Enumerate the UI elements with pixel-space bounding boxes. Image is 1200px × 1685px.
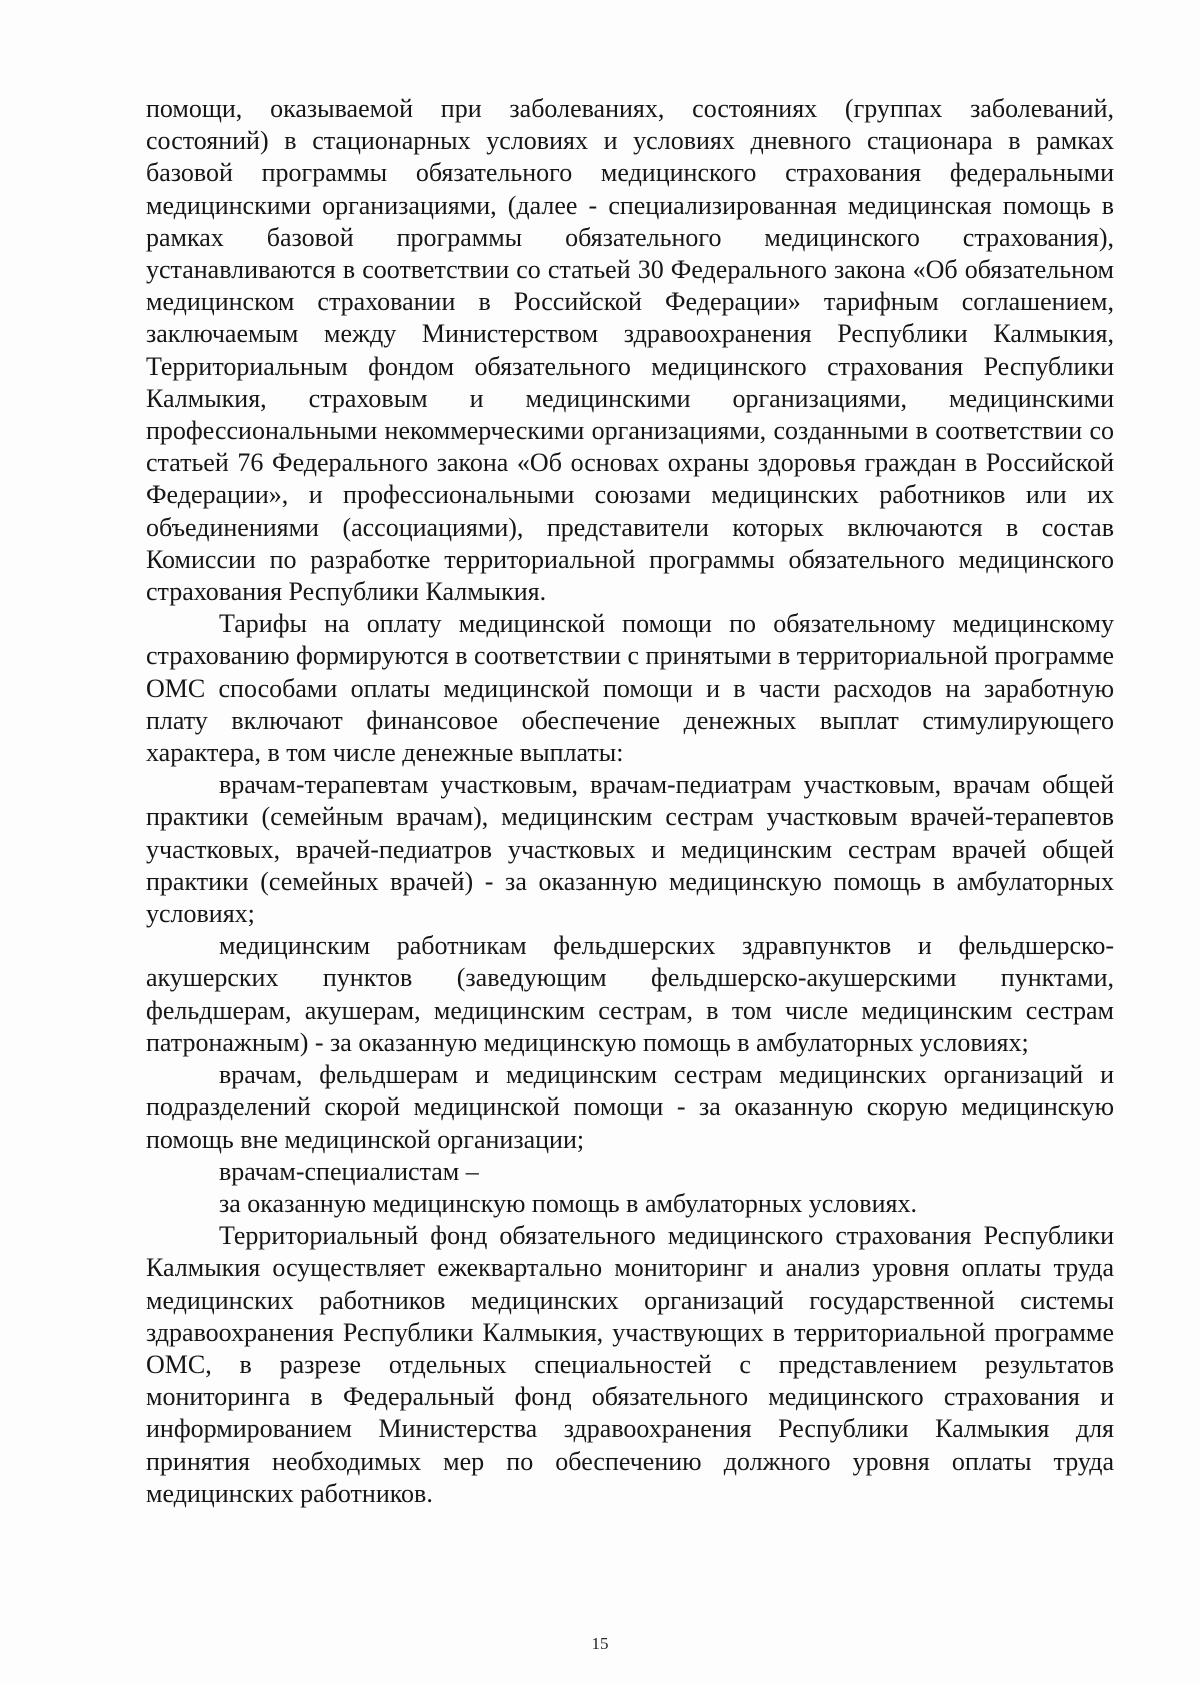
paragraph: Территориальный фонд обязательного медицинского страхования Республики Калмыкия осуществляет ежеквартально мониторинг и анализ уровня оплаты труда медицинских работников медицинских организаций государственной системы здравоохранения Республики Калмыкия, участвующих в территориальной программе ОМС, в разрезе отдельных специальностей с представлением результатов мониторинга в Федеральный фонд обязательного медицинского страхования и информированием Министерства здравоохранения Республики Калмыкия для принятия необходимых мер по обеспечению должного уровня оплаты труда медицинских работников. bbox=[146, 1221, 1114, 1508]
list-paragraph: врачам, фельдшерам и медицинским сестрам медицинских организаций и подразделений скорой медицинской помощи - за оказанную скорую медицинскую помощь вне медицинской организации; bbox=[146, 1060, 1114, 1154]
document-body bbox=[146, 93, 1114, 1510]
page-number: 15 bbox=[591, 1634, 609, 1653]
list-paragraph: медицинским работникам фельдшерских здравпунктов и фельдшерско-акушерских пунктов (заведующим фельдшерско-акушерскими пунктами, фельдшерам, акушерам, медицинским сестрам, в том числе медицинским сестрам патронажным) - за оказанную медицинскую помощь в амбулаторных условиях; bbox=[146, 931, 1114, 1057]
list-paragraph: врачам-терапевтам участковым, врачам-педиатрам участковым, врачам общей практики (семейным врачам), медицинским сестрам участковым врачей-терапевтов участковых, врачей-педиатров участковых и медицинским сестрам врачей общей практики (семейных врачей) - за оказанную медицинскую помощь в амбулаторных условиях; bbox=[146, 770, 1114, 929]
list-paragraph: врачам-специалистам – bbox=[219, 1156, 479, 1186]
list-paragraph: за оказанную медицинскую помощь в амбулаторных условиях. bbox=[219, 1188, 917, 1218]
paragraph: помощи, оказываемой при заболеваниях, состояниях (группах заболеваний, состояний) в стационарных условиях и условиях дневного стационара в рамках базовой программы обязательного медицинского страхования федеральными медицинскими организациями, (далее - специализированная медицинская помощь в рамках базовой программы обязательного медицинского страхования), устанавливаются в соответствии со статьей 30 Федерального закона «Об обязательном медицинском страховании в Российской Федерации» тарифным соглашением, заключаемым между Министерством здравоохранения Республики Калмыкия, Территориальным фондом обязательного медицинского страхования Республики Калмыкия, страховым и медицинскими организациями, медицинскими профессиональными некоммерческими организациями, созданными в соответствии со статьей 76 Федерального закона «Об основах охраны здоровья граждан в Российской Федерации», и профессиональными союзами медицинских работников или их объединениями (ассоциациями), представители которых включаются в состав Комиссии по разработке территориальной программы обязательного медицинского страхования Республики Калмыкия. bbox=[146, 94, 1114, 607]
paragraph: Тарифы на оплату медицинской помощи по обязательному медицинскому страхованию формируются в соответствии с принятыми в территориальной программе ОМС способами оплаты медицинской помощи и в части расходов на заработную плату включают финансовое обеспечение денежных выплат стимулирующего характера, в том числе денежные выплаты: bbox=[146, 609, 1114, 768]
